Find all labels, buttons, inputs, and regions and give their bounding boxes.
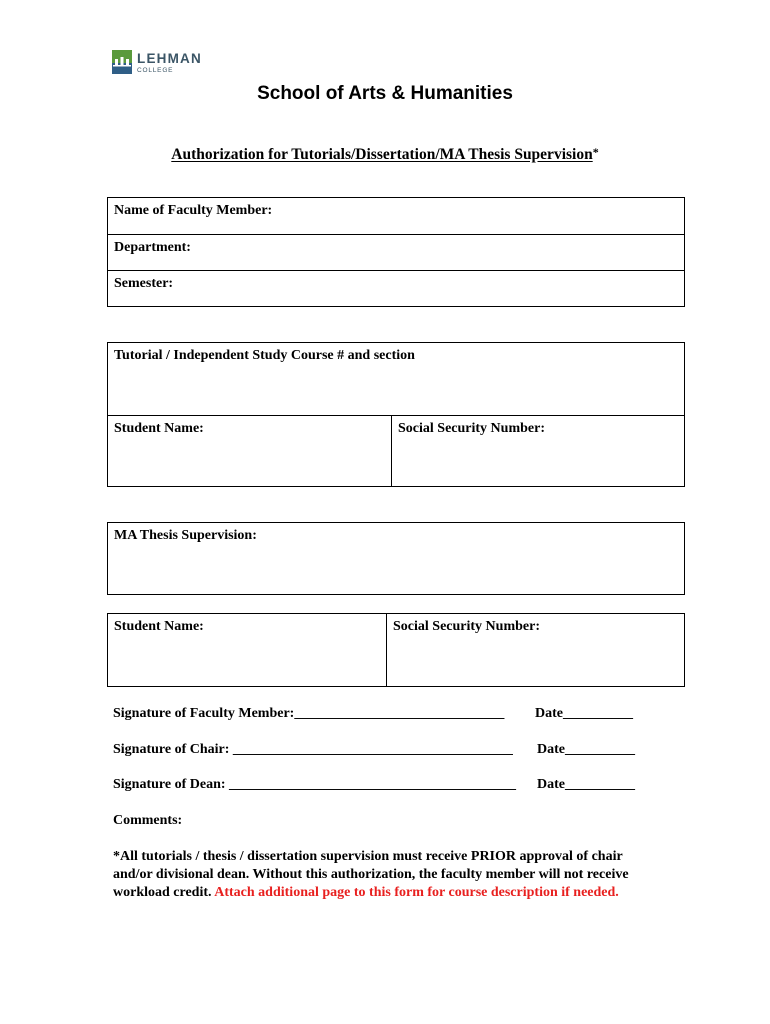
thesis-student-box bbox=[107, 613, 685, 687]
dean-signature-line[interactable] bbox=[113, 776, 635, 794]
semester-label: Semester: bbox=[114, 276, 174, 291]
thesis-student-row bbox=[108, 614, 684, 686]
tutorial-student-row bbox=[108, 415, 684, 486]
tutorial-student-name-label: Student Name: bbox=[114, 421, 204, 436]
thesis-student-name-field[interactable] bbox=[108, 614, 386, 686]
chair-signature-date[interactable]: Date__________ bbox=[537, 742, 635, 757]
tutorial-course-field[interactable] bbox=[108, 343, 684, 415]
chair-signature-label: Signature of Chair: ________________________________________ bbox=[113, 742, 513, 757]
page-title: School of Arts & Humanities bbox=[257, 83, 513, 104]
thesis-ssn-label: Social Security Number: bbox=[393, 619, 540, 634]
thesis-student-name-label: Student Name: bbox=[114, 619, 204, 634]
logo-wordmark: LEHMAN bbox=[137, 51, 202, 66]
thesis-ssn-field[interactable] bbox=[386, 614, 684, 686]
tutorial-course-label: Tutorial / Independent Study Course # and section bbox=[114, 348, 415, 363]
logo-subtext: COLLEGE bbox=[137, 67, 174, 74]
form-subtitle bbox=[0, 142, 770, 165]
dean-signature-date[interactable]: Date__________ bbox=[537, 777, 635, 792]
ma-thesis-label: MA Thesis Supervision: bbox=[114, 528, 257, 543]
department-label: Department: bbox=[114, 240, 191, 255]
semester-field[interactable] bbox=[108, 270, 684, 306]
faculty-info-box bbox=[107, 197, 685, 307]
tutorial-ssn-field[interactable] bbox=[391, 416, 684, 486]
faculty-signature-date[interactable]: Date__________ bbox=[535, 706, 633, 721]
form-subtitle-asterisk: * bbox=[592, 145, 599, 159]
tutorial-student-name-field[interactable] bbox=[108, 416, 391, 486]
department-field[interactable] bbox=[108, 234, 684, 270]
tutorial-ssn-label: Social Security Number: bbox=[398, 421, 545, 436]
tutorial-box bbox=[107, 342, 685, 487]
lehman-college-logo bbox=[112, 50, 204, 78]
ma-thesis-field[interactable] bbox=[108, 523, 684, 594]
footnote-text: *All tutorials / thesis / dissertation supervision must receive PRIOR approval of chair and/or divisional dean. Without this authorization, the faculty member will not receive workload credit. bbox=[113, 849, 629, 900]
comments-label[interactable]: Comments: bbox=[113, 813, 183, 828]
form-subtitle-text: Authorization for Tutorials/Dissertation/MA Thesis Supervision bbox=[171, 146, 593, 163]
lehman-emblem-icon bbox=[112, 50, 132, 76]
chair-signature-line[interactable] bbox=[113, 741, 635, 759]
faculty-name-field[interactable] bbox=[108, 198, 684, 234]
faculty-signature-label: Signature of Faculty Member:______________________________ bbox=[113, 706, 505, 721]
approval-footnote bbox=[113, 848, 643, 902]
ma-thesis-box bbox=[107, 522, 685, 595]
dean-signature-label: Signature of Dean: _________________________________________ bbox=[113, 777, 517, 792]
faculty-signature-line[interactable] bbox=[113, 705, 633, 723]
footnote-attach-note: Attach additional page to this form for course description if needed. bbox=[214, 885, 619, 900]
faculty-name-label: Name of Faculty Member: bbox=[114, 203, 273, 218]
